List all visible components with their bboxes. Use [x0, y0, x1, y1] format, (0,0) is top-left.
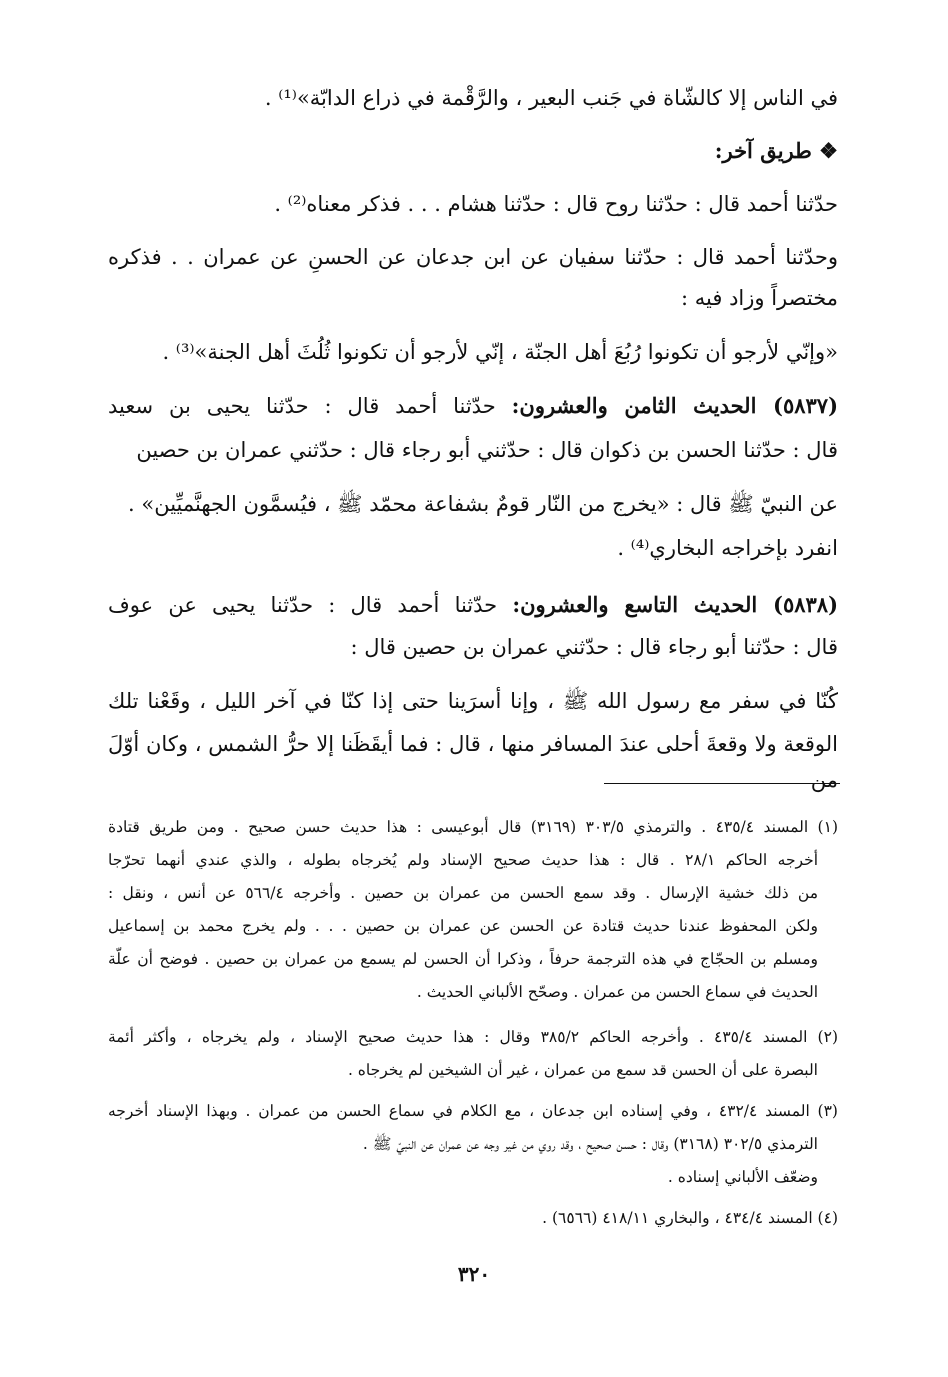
text-line: عن النبيّ ﷺ قال : «يخرج من النّار قومٌ بشفاعة محمّد ﷺ ، فيُسمَّون الجهنَّميِّين» .: [128, 492, 838, 516]
text-line: الوقعة ولا وقعةَ أحلى عندَ المسافر منها ، قال : فما أيقَظَنا إلا حرُّ الشمس ، وكان أوّلَ من: [108, 732, 838, 792]
footnote-4-line: (٤) المسند ٤٣٤/٤ ، والبخاري ٤١٨/١١ (٦٥٦٦) .: [542, 1209, 838, 1227]
footnote-1-line: ومسلم بن الحجّاج في هذه الترجمة حرفاً ، وذكرا أن الحسن لم يسمع من عمران بن حصين . فوضح أن علّة: [108, 950, 818, 968]
footnote-2-line: (٢) المسند ٤٣٥/٤ . وأخرجه الحاكم ٣٨٥/٢ وقال : هذا حديث صحيح الإسناد ، ولم يخرجاه ، وأكثر أئمة: [108, 1028, 838, 1046]
footnote-3-line: (٣) المسند ٤٣٢/٤ ، وفي إسناده ابن جدعان ، مع الكلام في سماع الحسن من عمران . وبهذا الإسناد أخرجه: [108, 1102, 838, 1120]
page-number: ٣٢٠: [457, 1262, 491, 1286]
text-line: كُنّا في سفر مع رسول الله ﷺ ، وإنا أسرَينا حتى إذا كنّا في آخر الليل ، وقَعْنا تلك: [108, 689, 838, 713]
hadith-text: حدّثنا أحمد قال : حدّثنا يحيى بن سعيد: [108, 394, 512, 418]
footnote-2-line: البصرة على أن الحسن قد سمع من عمران ، غير أن الشيخين لم يخرجاه .: [347, 1061, 818, 1079]
text-line: انفرد بإخراجه البخاري⁽⁴⁾ .: [617, 536, 838, 560]
footnote-1-line: أخرجه الحاكم ٢٨/١ . قال : هذا حديث صحيح الإسناد ولم يُخرجاه بطوله ، والذي عندي أنهما تحرّجا: [108, 851, 819, 869]
footnote-3-line: الترمذي ٣٠٢/٥ (٣١٦٨) وقال : حسن صحيح ، وقد روي من غير وجه عن عمران عن النبيّ ﷺ .: [362, 1135, 818, 1153]
footnote-3-line: وضعّف الألباني إسناده .: [667, 1168, 818, 1186]
text-line: في الناس إلا كالشّاة في جَنب البعير ، والرَّقْمة في ذراع الدابّة»⁽¹⁾ .: [264, 86, 838, 110]
footnote-1-line: من ذلك خشية الإرسال . وقد سمع الحسن من عمران بن حصين . وأخرجه ٥٦٦/٤ عن أنس ، ونقل :: [108, 884, 818, 902]
footnote-divider: [604, 783, 840, 784]
hadith-heading-5837: [108, 388, 838, 424]
text-line: قال : حدّثنا أبو رجاء قال : حدّثني عمران بن حصين قال :: [350, 635, 838, 659]
hadith-heading-5838: [108, 587, 838, 623]
text-line: «وإنّي لأرجو أن تكونوا رُبُعَ أهل الجنّة ، إنّي لأرجو أن تكونوا ثُلُثَ أهل الجنة»⁽³⁾ .: [162, 340, 838, 364]
hadith-text: حدّثنا أحمد قال : حدّثنا يحيى عن عوف: [108, 593, 513, 617]
footnote-1-line: (١) المسند ٤٣٥/٤ . والترمذي ٣٠٣/٥ (٣١٦٩) قال أبوعيسى : هذا حديث حسن صحيح . ومن طريق قتادة: [108, 818, 838, 836]
footnote-1-line: الحديث في سماع الحسن من عمران . وصحّح الألباني الحديث .: [416, 983, 818, 1001]
footnote-1-line: ولكن المحفوظ عندنا حديث قتادة عن الحسن عن عمران بن حصين . . . ولم يخرج محمد بن إسماعيل: [108, 917, 818, 935]
text-line: وحدّثنا أحمد قال : حدّثنا سفيان عن ابن جدعان عن الحسنِ عن عمران . . فذكره: [108, 245, 838, 269]
text-line: قال : حدّثنا الحسن بن ذكوان قال : حدّثني أبو رجاء قال : حدّثني عمران بن حصين: [136, 438, 838, 462]
text-line: حدّثنا أحمد قال : حدّثنا روح قال : حدّثنا هشام . . . فذكر معناه⁽²⁾ .: [274, 192, 838, 216]
section-heading: ❖ طريق آخر:: [714, 138, 838, 163]
hadith-number-label: (٥٨٣٨) الحديث التاسع والعشرون:: [512, 592, 838, 617]
text-line: مختصراً وزاد فيه :: [681, 286, 838, 310]
hadith-number-label: (٥٨٣٧) الحديث الثامن والعشرون:: [511, 393, 838, 418]
